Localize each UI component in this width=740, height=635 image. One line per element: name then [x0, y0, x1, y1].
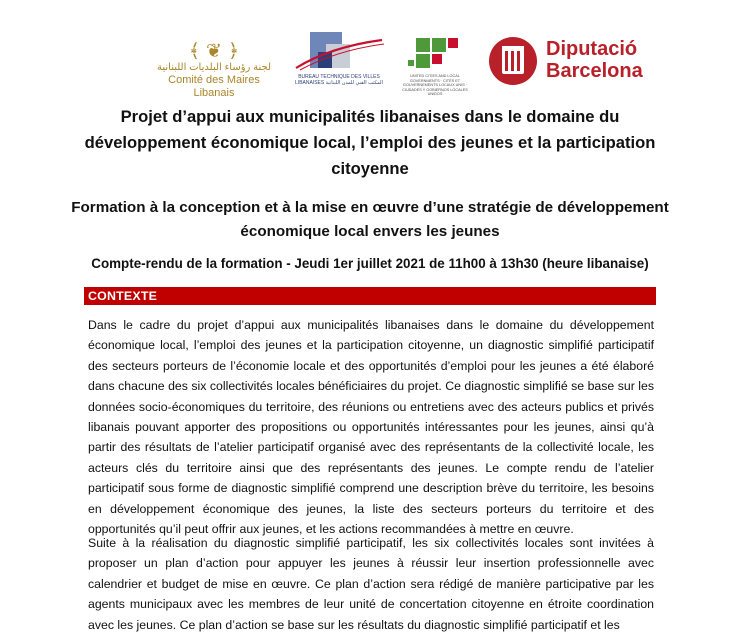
section-heading-bar [84, 287, 656, 305]
report-date-line: Compte-rendu de la formation - Jeudi 1er juillet 2021 de 11h00 à 13h30 (heure libanaise) [91, 256, 649, 271]
uclg-mark-icon [398, 34, 470, 74]
bte-logo [292, 30, 386, 92]
diputacio-line-1: Diputació [546, 38, 638, 60]
diputacio-line-2: Barcelona [546, 60, 643, 82]
context-paragraph-1: Dans le cadre du projet d’appui aux municipalités libanaises dans le domaine du développement économique local, l’emploi des jeunes et la participation citoyenne, un diagnostic simplifié participatif des secteurs porteurs de l’économie locale et des opportunités d’emploi pour les jeunes a été élaboré dans chacune des six collectivités locales bénéficiaires du projet. Ce diagnostic simplifié se base sur les données socio-économiques du territoire, des réunions ou entretiens avec des acteurs publics et privés libanais pouvant apporter des propositions ou opportunités intéressantes pour les jeunes, ainsi qu’à partir des résultats de l’atelier participatif organisé avec des représentants de la collectivité locale, les acteurs clés du territoire ainsi que des représentants des jeunes. Le compte rendu de l’atelier participatif sous forme de diagnostic simplifié comprend une description brève du territoire, les besoins en développement économique des jeunes, la liste des secteurs porteurs du territoire et des opportunités qu’il peut offrir aux jeunes, et les actions recommandées à mettre en œuvre. [88, 318, 654, 537]
context-paragraph-2: Suite à la réalisation du diagnostic simplifié participatif, les six collectivités locales sont invitées à proposer un plan d’action pour appuyer les jeunes à réussir leur insertion professionnelle avec calendrier et budget de mise en œuvre. Ce plan d’action sera rédigé de manière participative par les agents municipaux avec les membres de leur unité de concertation citoyenne en étroite coordination avec les jeunes. Ce plan d’action se base sur les résultats du diagnostic simplifié participatif et les [88, 536, 654, 632]
comite-arabic-title: لجنة رؤساء البلديات اللبنانية [156, 62, 272, 73]
comite-des-maires-logo [148, 40, 280, 99]
section-heading-contexte: CONTEXTE [88, 289, 158, 303]
uclg-logo [398, 34, 470, 97]
comite-latin-name: Comité des Maires Libanais [168, 74, 260, 99]
uclg-caption: UNITED CITIES AND LOCAL GOVERNMENTS · CITÉS ET GOUVERNEMENTS LOCAUX UNIS · CIUDADES Y GOBIERNOS LOCALES UNIDOS [402, 74, 468, 97]
diputacio-name [546, 38, 643, 82]
diputacio-barcelona-logo [488, 36, 658, 92]
document-title: Projet d’appui aux municipalités libanaises dans le domaine du développement économique local, l’emploi des jeunes et la participation citoyenne [84, 107, 656, 178]
bte-caption: BUREAU TECHNIQUE DES VILLES LIBANAISES المكتب الفني للمدن اللبنانية [295, 74, 383, 86]
document-subtitle: Formation à la conception et à la mise en œuvre d’une stratégie de développement économique local envers les jeunes [71, 199, 669, 240]
logo-row [0, 30, 740, 99]
bte-swoosh-icon [292, 38, 386, 72]
diputacio-seal-icon [488, 36, 538, 86]
comite-arabic-calligraphy: ﴾ ❦ ﴿ [188, 40, 240, 62]
